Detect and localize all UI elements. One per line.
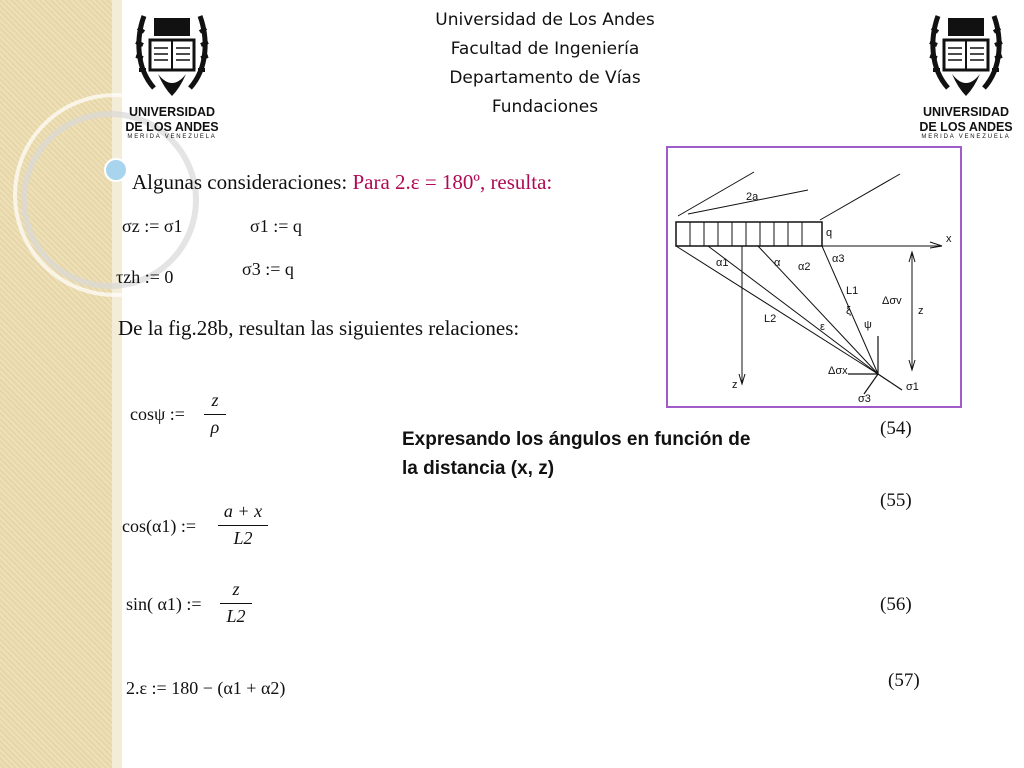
fraction-denominator: ρ bbox=[210, 417, 220, 437]
label-alpha1: α1 bbox=[716, 257, 729, 269]
label-q: q bbox=[826, 227, 833, 239]
title-prefix: Algunas consideraciones: bbox=[132, 170, 348, 194]
label-xi: ξ bbox=[846, 305, 851, 317]
logo-subtitle: MERIDA VENEZUELA bbox=[921, 134, 1011, 140]
slide-header bbox=[300, 6, 790, 122]
label-alpha3: α3 bbox=[832, 253, 845, 265]
equation-sigma-3: σ3 := q bbox=[242, 259, 294, 279]
label-alpha: α bbox=[774, 257, 781, 269]
label-psi: ψ bbox=[864, 319, 872, 331]
equation-epsilon: 2.ε := 180 − (α1 + α2) bbox=[126, 678, 286, 698]
equation-sigma-1: σ1 := q bbox=[250, 216, 302, 236]
sigma-3-arrow bbox=[864, 374, 878, 394]
equation-cos-psi-lhs: cosψ := bbox=[130, 404, 185, 424]
label-L1: L1 bbox=[846, 285, 859, 297]
fraction-denominator: L2 bbox=[226, 606, 246, 626]
header-university: Universidad de Los Andes bbox=[435, 10, 655, 30]
label-sigma3: σ3 bbox=[858, 393, 871, 405]
equation-cos-alpha1-fraction bbox=[218, 501, 268, 549]
equation-number-55: (55) bbox=[880, 490, 912, 511]
sigma-1-arrow bbox=[878, 374, 902, 390]
equation-number-57: (57) bbox=[888, 670, 920, 691]
relations-intro: De la fig.28b, resultan las siguientes relaciones: bbox=[118, 316, 520, 340]
header-course: Fundaciones bbox=[491, 97, 599, 117]
label-z-right: z bbox=[918, 305, 924, 317]
logo-name-line1: UNIVERSIDAD bbox=[922, 105, 1010, 119]
equation-sigma-z: σz := σ1 bbox=[122, 216, 183, 236]
x-axis-arrow-icon bbox=[930, 242, 942, 248]
label-delta-sigma-x: Δσx bbox=[828, 365, 848, 377]
title-highlight: Para 2.ε = 180º, resulta: bbox=[352, 170, 553, 194]
fraction-numerator: z bbox=[232, 579, 240, 599]
slide-title bbox=[132, 170, 552, 195]
stress-diagram-drawing bbox=[668, 148, 960, 406]
logo-subtitle: MERIDA VENEZUELA bbox=[127, 134, 217, 140]
logo-name-line2: DE LOS ANDES bbox=[919, 120, 1013, 134]
logo-name-line2: DE LOS ANDES bbox=[125, 120, 219, 134]
label-delta-sigma-v: Δσv bbox=[882, 295, 902, 307]
label-z-bottom: z bbox=[732, 379, 738, 391]
stress-diagram bbox=[666, 146, 962, 408]
equation-cos-psi-fraction bbox=[204, 390, 226, 438]
university-logo-right bbox=[918, 8, 1014, 146]
decorative-dot bbox=[105, 159, 127, 181]
extension-line bbox=[820, 174, 900, 220]
fraction-bar bbox=[220, 603, 252, 604]
label-2a: 2a bbox=[746, 191, 759, 203]
university-logo-left bbox=[124, 8, 220, 146]
equation-number-54: (54) bbox=[880, 418, 912, 439]
fraction-denominator: L2 bbox=[233, 528, 253, 548]
fraction-numerator: a + x bbox=[223, 501, 263, 521]
fraction-bar bbox=[204, 414, 226, 415]
equation-sin-alpha1-lhs: sin( α1) := bbox=[126, 594, 202, 614]
equation-sin-alpha1-fraction bbox=[220, 579, 252, 627]
logo-name-line1: UNIVERSIDAD bbox=[128, 105, 216, 119]
fraction-bar bbox=[218, 525, 268, 526]
header-faculty: Facultad de Ingeniería bbox=[450, 39, 640, 59]
seal-icon bbox=[918, 8, 1014, 104]
label-epsilon: ε bbox=[820, 321, 825, 333]
label-sigma1: σ1 bbox=[906, 381, 919, 393]
extension-line bbox=[678, 172, 754, 216]
equation-tau-zh: τzh := 0 bbox=[116, 267, 174, 287]
label-alpha2: α2 bbox=[798, 261, 811, 273]
header-department: Departamento de Vías bbox=[449, 68, 641, 88]
seal-icon bbox=[124, 8, 220, 104]
fraction-numerator: z bbox=[211, 390, 219, 410]
equation-number-56: (56) bbox=[880, 594, 912, 615]
label-L2: L2 bbox=[764, 313, 777, 325]
label-x: x bbox=[946, 233, 952, 245]
angles-note: Expresando los ángulos en función de la distancia (x, z) bbox=[402, 429, 751, 479]
equation-cos-alpha1-lhs: cos(α1) := bbox=[122, 516, 197, 536]
load-strip bbox=[676, 222, 822, 246]
